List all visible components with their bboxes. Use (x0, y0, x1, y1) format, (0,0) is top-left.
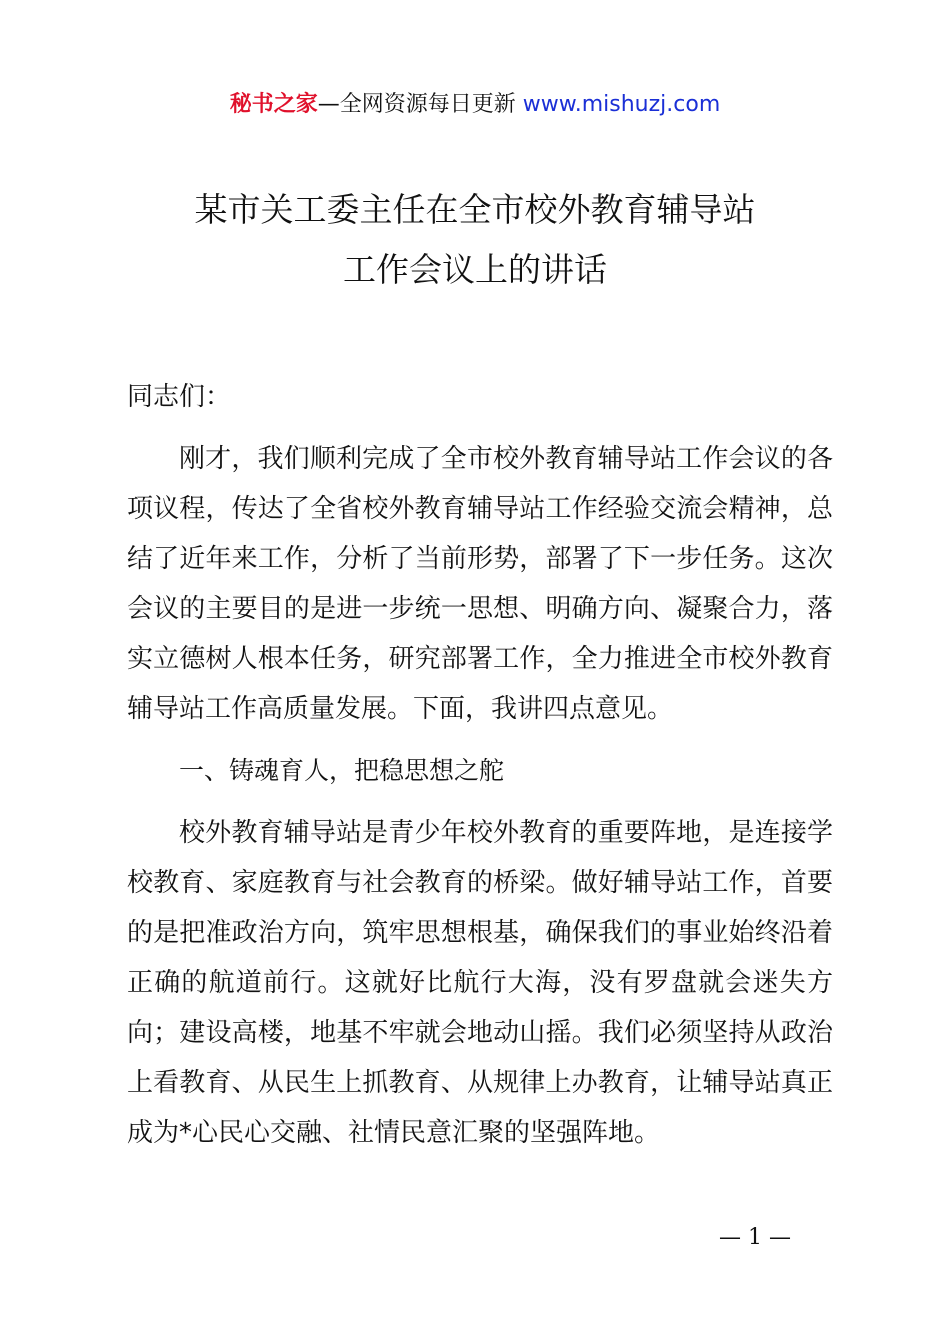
header-tagline: —全网资源每日更新 (317, 92, 516, 117)
site-header (0, 88, 950, 122)
brand-name: 秘书之家 (229, 92, 318, 117)
document-body (127, 372, 833, 1170)
paragraph-intro: 刚才，我们顺利完成了全市校外教育辅导站工作会议的各项议程，传达了全省校外教育辅导站工作经验交流会精神，总结了近年来工作，分析了当前形势，部署了下一步任务。这次会议的主要目的是进一步统一思想、明确方向、凝聚合力，落实立德树人根本任务，研究部署工作，全力推进全市校外教育辅导站工作高质量发展。下面，我讲四点意见。 (127, 444, 833, 724)
document-title (0, 180, 950, 300)
title-line-1: 某市关工委主任在全市校外教育辅导站 (194, 190, 756, 229)
section-heading-1: 一、铸魂育人，把稳思想之舵 (179, 756, 505, 785)
salutation: 同志们： (127, 382, 232, 412)
page-number: — 1 — (719, 1225, 791, 1250)
paragraph-section-1: 校外教育辅导站是青少年校外教育的重要阵地，是连接学校教育、家庭教育与社会教育的桥梁。做好辅导站工作，首要的是把准政治方向，筑牢思想根基，确保我们的事业始终沿着正确的航道前行。这就好比航行大海，没有罗盘就会迷失方向；建设高楼，地基不牢就会地动山摇。我们必须坚持从政治上看教育、从民生上抓教育、从规律上办教育，让辅导站真正成为*心民心交融、社情民意汇聚的坚强阵地。 (127, 818, 833, 1148)
site-url-link[interactable]: www.mishuzj.com (522, 92, 721, 117)
title-line-2: 工作会议上的讲话 (343, 250, 607, 289)
